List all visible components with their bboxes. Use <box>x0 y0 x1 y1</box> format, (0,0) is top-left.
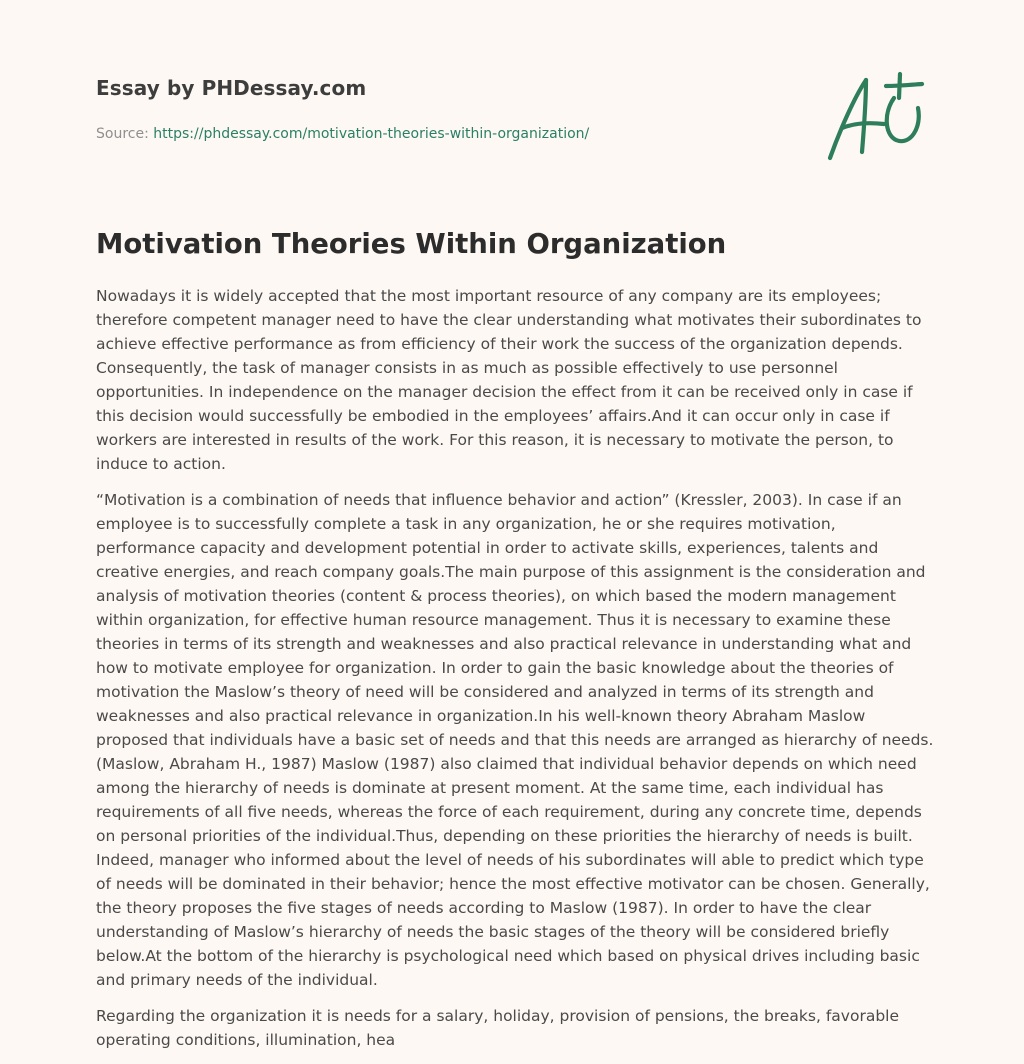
essay-paragraph: “Motivation is a combination of needs that influence behavior and action” (Kressler, 2003). In case if an employee is to successfully complete a task in any organization, he or she requires motivation, performance capacity and development potential in order to activate skills, experiences, talents and creative energies, and reach company goals.The main purpose of this assignment is the consideration and analysis of motivation theories (content & process theories), on which based the modern management within organization, for effective human resource management. Thus it is necessary to examine these theories in terms of its strength and weaknesses and also practical relevance in understanding what and how to motivate employee for organization. In order to gain the basic knowledge about the theories of motivation the Maslow’s theory of need will be considered and analyzed in terms of its strength and weaknesses and also practical relevance in organization.In his well-known theory Abraham Maslow proposed that individuals have a basic set of needs and that this needs are arranged as hierarchy of needs. (Maslow, Abraham H., 1987) Maslow (1987) also claimed that individual behavior depends on which need among the hierarchy of needs is dominate at present moment. At the same time, each individual has requirements of all five needs, whereas the force of each requirement, during any concrete time, depends on personal priorities of the individual.Thus, depending on these priorities the hierarchy of needs is built. Indeed, manager who informed about the level of needs of his subordinates will able to predict which type of needs will be dominated in their behavior; hence the most effective motivator can be chosen. Generally, the theory proposes the five stages of needs according to Maslow (1987). In order to have the clear understanding of Maslow’s hierarchy of needs the basic stages of the theory will be considered briefly below.At the bottom of the hierarchy is psychological need which based on physical drives including basic and primary needs of the individual. <box>96 491 934 989</box>
essay-body <box>96 284 936 1064</box>
brand-title: Essay by PHDessay.com <box>96 76 367 100</box>
source-link[interactable]: https://phdessay.com/motivation-theories-within-organization/ <box>153 126 590 142</box>
essay-paragraph: Regarding the organization it is needs for a salary, holiday, provision of pensions, the breaks, favorable operating conditions, illumination, hea <box>96 1007 900 1049</box>
a-plus-logo-icon <box>822 68 928 164</box>
essay-paragraph: Nowadays it is widely accepted that the most important resource of any company are its employees; therefore competent manager need to have the clear understanding what motivates their subordinates to achieve effective performance as from efficiency of their work the success of the organization depends. Consequently, the task of manager consists in as much as possible effectively to use personnel opportunities. In independence on the manager decision the effect from it can be received only in case if this decision would successfully be embodied in the employees’ affairs.And it can occur only in case if workers are interested in results of the work. For this reason, it is necessary to motivate the person, to induce to action. <box>96 287 922 473</box>
source-label: Source: <box>96 126 149 142</box>
source-line <box>96 126 796 142</box>
page-title: Motivation Theories Within Organization <box>96 228 727 260</box>
essay-header <box>96 76 796 142</box>
